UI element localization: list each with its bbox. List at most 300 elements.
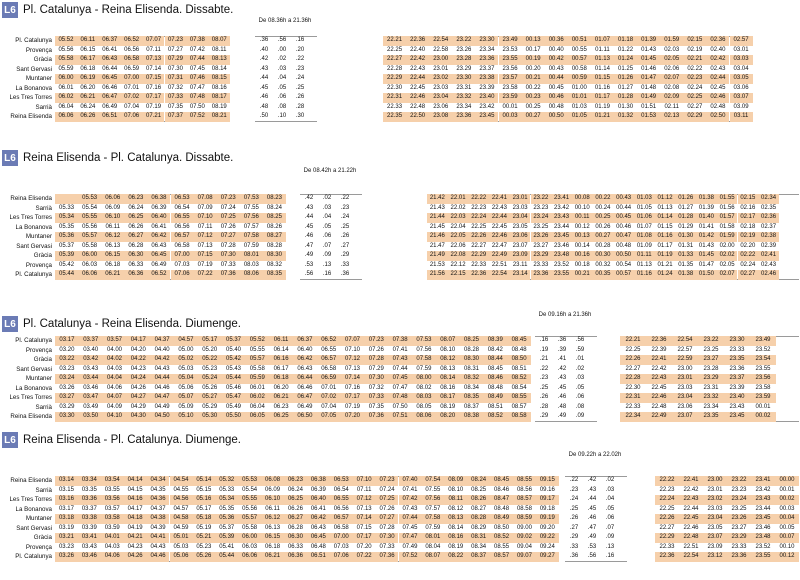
departure-time: 01.39 xyxy=(637,36,660,46)
departure-time: 00.48 xyxy=(548,103,564,110)
minute-offset: .09 xyxy=(605,534,615,540)
departure-time: 23.54 xyxy=(750,355,776,365)
minute-offset: .27 xyxy=(569,524,579,531)
station-name: Pl. Catalunya xyxy=(15,337,52,344)
departure-time: 21.47 xyxy=(429,242,445,249)
departure-time: 06.57 xyxy=(317,355,341,365)
minute-offset: .04 xyxy=(277,75,287,81)
departure-time: 07.29 xyxy=(165,55,187,65)
departure-time: 02.27 xyxy=(687,103,703,110)
departure-time: 06.03 xyxy=(82,261,98,268)
departure-time: 23.42 xyxy=(755,486,771,493)
departure-time: 22.58 xyxy=(433,46,449,53)
departure-time: 07.14 xyxy=(353,514,376,524)
station-name: Muntaner xyxy=(25,75,52,82)
departure-time: 05.59 xyxy=(245,374,269,384)
departure-time: 06.03 xyxy=(242,543,258,550)
departure-time: 04.20 xyxy=(130,346,146,353)
departure-time: 08.16 xyxy=(211,84,227,91)
departure-time: 04.26 xyxy=(124,552,147,562)
departure-time: 03.26 xyxy=(55,552,78,562)
departure-time: 02.07 xyxy=(717,270,738,280)
departure-time: 03.15 xyxy=(58,486,74,493)
departure-time: 08.30 xyxy=(460,355,484,365)
departure-time: 05.44 xyxy=(215,552,238,562)
departure-time: 07.27 xyxy=(167,46,183,53)
departure-time: 07.20 xyxy=(356,543,372,550)
departure-time: 23.52 xyxy=(755,346,771,353)
departure-time: 02.24 xyxy=(740,261,756,268)
departure-time: 02.37 xyxy=(761,223,777,230)
departure-time: 07.23 xyxy=(217,194,240,204)
departure-time: 04.44 xyxy=(150,374,174,384)
departure-time: 00.42 xyxy=(545,55,568,65)
departure-time: 07.01 xyxy=(124,84,140,91)
departure-time: 06.12 xyxy=(101,232,124,242)
departure-time: 05.06 xyxy=(170,552,193,562)
departure-time: 00.17 xyxy=(525,46,541,53)
departure-time: 07.20 xyxy=(341,412,365,422)
departure-time: 02.13 xyxy=(660,112,683,122)
departure-time: 08.14 xyxy=(448,524,464,531)
departure-time: 07.47 xyxy=(392,384,408,391)
departure-time: 06.38 xyxy=(307,476,330,486)
departure-time: 07.42 xyxy=(189,46,205,53)
departure-time: 23.03 xyxy=(707,505,723,512)
departure-time: 23.46 xyxy=(554,242,570,249)
departure-time: 05.37 xyxy=(222,336,246,346)
departure-time: 23.52 xyxy=(755,543,771,550)
departure-time: 23.23 xyxy=(533,204,549,211)
departure-time: 06.42 xyxy=(293,355,317,365)
departure-time: 06.00 xyxy=(78,251,101,261)
departure-time: 07.58 xyxy=(412,355,436,365)
departure-time: 03.44 xyxy=(79,374,103,384)
minute-offset: .06 xyxy=(605,515,615,521)
departure-time: 23.29 xyxy=(698,374,724,384)
departure-time: 23.22 xyxy=(698,336,724,346)
minute-offset: .43 xyxy=(304,204,314,211)
departure-time: 00.59 xyxy=(568,74,591,84)
departure-time: 03.18 xyxy=(55,514,78,524)
departure-time: 22.24 xyxy=(655,495,679,505)
departure-time: 07.02 xyxy=(317,393,341,403)
minute-offset: .26 xyxy=(295,94,305,100)
departure-time: 00.46 xyxy=(616,223,632,230)
departure-time: 01.38 xyxy=(696,194,717,204)
departure-time: 06.51 xyxy=(99,112,121,122)
minute-offset: .44 xyxy=(304,214,314,220)
departure-time: 07.16 xyxy=(344,384,360,391)
departure-time: 23.45 xyxy=(551,232,572,242)
section-title: Pl. Catalunya - Reina Elisenda. Dissabte. xyxy=(23,4,234,16)
departure-time: 09.20 xyxy=(539,524,555,531)
departure-time: 22.54 xyxy=(679,552,703,562)
departure-time: 02.07 xyxy=(660,74,683,84)
departure-time: 23.09 xyxy=(707,543,723,550)
departure-time: 22.59 xyxy=(672,355,698,365)
departure-time: 06.01 xyxy=(58,84,74,91)
departure-time: 06.55 xyxy=(321,346,337,353)
departure-time: 06.11 xyxy=(265,505,280,512)
station-name: Pl. Catalunya xyxy=(15,553,52,560)
departure-time: 06.21 xyxy=(261,552,284,562)
departure-time: 08.21 xyxy=(208,112,230,122)
departure-time: 05.15 xyxy=(196,486,212,493)
minute-offset: .01 xyxy=(575,356,585,362)
departure-time: 08.16 xyxy=(440,384,456,391)
minute-offset: .26 xyxy=(340,233,350,239)
departure-time: 00.01 xyxy=(755,403,771,410)
departure-time: 04.18 xyxy=(124,514,147,524)
minute-offset: .19 xyxy=(539,346,549,353)
departure-time: 08.55 xyxy=(507,393,531,403)
departure-time: 01.07 xyxy=(636,223,652,230)
departure-time: 01.40 xyxy=(696,213,717,223)
departure-time: 03.03 xyxy=(730,55,753,65)
departure-time: 02.34 xyxy=(758,194,779,204)
line-badge: L6 xyxy=(2,432,18,448)
departure-time: 01.11 xyxy=(634,251,655,261)
departure-time: 06.13 xyxy=(105,242,121,249)
departure-time: 09.18 xyxy=(539,505,555,512)
departure-time: 01.00 xyxy=(571,84,587,91)
departure-time: 23.03 xyxy=(677,384,693,391)
departure-time: 03.20 xyxy=(59,346,75,353)
departure-time: 08.28 xyxy=(467,514,490,524)
departure-time: 21.53 xyxy=(429,261,445,268)
departure-time: 04.21 xyxy=(124,533,147,543)
departure-time: 23.36 xyxy=(727,552,751,562)
departure-time: 01.15 xyxy=(591,74,614,84)
departure-time: 05.26 xyxy=(202,384,218,391)
minute-offset: .22 xyxy=(295,56,305,62)
departure-time: 22.29 xyxy=(468,251,489,261)
departure-time: 07.53 xyxy=(240,194,263,204)
minute-offset: .49 xyxy=(304,252,314,258)
departure-time: 02.17 xyxy=(738,213,759,223)
departure-time: 07.43 xyxy=(402,505,418,512)
departure-time: 00.02 xyxy=(775,495,799,505)
departure-time: 08.52 xyxy=(483,412,507,422)
minute-offset: .53 xyxy=(587,543,597,550)
departure-time: 06.57 xyxy=(330,514,353,524)
departure-time: 02.42 xyxy=(706,55,729,65)
departure-time: 05.16 xyxy=(192,495,215,505)
departure-time: 07.13 xyxy=(344,365,360,372)
departure-time: 07.38 xyxy=(388,336,412,346)
departure-time: 00.21 xyxy=(572,270,593,280)
departure-time: 22.42 xyxy=(683,486,699,493)
departure-time: 22.44 xyxy=(683,505,699,512)
departure-time: 07.57 xyxy=(243,223,259,230)
departure-time: 00.43 xyxy=(548,65,564,72)
departure-time: 23.39 xyxy=(479,84,495,91)
minute-offset: .42 xyxy=(259,56,269,62)
departure-time: 08.25 xyxy=(460,336,484,346)
departure-time: 04.50 xyxy=(150,412,174,422)
departure-time: 22.33 xyxy=(471,261,487,268)
departure-time: 01.22 xyxy=(618,46,634,53)
departure-time: 02.11 xyxy=(664,103,680,110)
departure-time: 00.08 xyxy=(572,194,593,204)
departure-time: 22.44 xyxy=(489,213,510,223)
departure-time: 07.03 xyxy=(174,261,190,268)
departure-time: 06.38 xyxy=(147,194,170,204)
departure-time: 08.24 xyxy=(266,204,282,211)
minute-offset: .39 xyxy=(557,346,567,353)
departure-time: 07.33 xyxy=(379,543,395,550)
departure-time: 22.43 xyxy=(491,204,507,211)
departure-time: 06.26 xyxy=(287,505,303,512)
departure-time: 08.58 xyxy=(507,412,531,422)
departure-time: 22.02 xyxy=(450,204,466,211)
departure-time: 08.52 xyxy=(507,374,531,384)
minute-offset: .46 xyxy=(304,233,314,239)
departure-time: 22.22 xyxy=(655,476,679,486)
departure-time: 22.29 xyxy=(655,533,679,543)
departure-time: 08.50 xyxy=(494,524,510,531)
departure-time: 01.09 xyxy=(636,242,652,249)
departure-time: 22.36 xyxy=(406,36,429,46)
departure-time: 07.45 xyxy=(402,524,418,531)
departure-time: 05.55 xyxy=(238,495,261,505)
departure-time: 04.59 xyxy=(173,524,189,531)
minute-offset: .59 xyxy=(575,346,585,353)
departure-time: 02.15 xyxy=(683,36,706,46)
departure-time: 08.16 xyxy=(444,533,467,543)
minute-offset: .49 xyxy=(557,413,567,419)
minute-offset: .27 xyxy=(340,242,350,249)
departure-time: 04.29 xyxy=(130,403,146,410)
departure-time: 02.20 xyxy=(740,242,756,249)
minute-offset: .45 xyxy=(259,84,269,91)
departure-time: 08.51 xyxy=(511,365,527,372)
departure-time: 08.03 xyxy=(412,393,436,403)
departure-time: 07.41 xyxy=(402,486,418,493)
departure-time: 06.45 xyxy=(99,74,121,84)
departure-time: 05.30 xyxy=(198,412,222,422)
minute-offset: .13 xyxy=(605,543,615,550)
departure-time: 01.08 xyxy=(634,232,655,242)
departure-time: 23.29 xyxy=(531,251,552,261)
departure-time: 04.30 xyxy=(126,412,150,422)
departure-time: 22.48 xyxy=(410,103,426,110)
departure-time: 08.01 xyxy=(421,533,444,543)
departure-time: 07.23 xyxy=(364,336,388,346)
departure-time: 06.00 xyxy=(55,74,77,84)
departure-time: 23.28 xyxy=(703,365,719,372)
section-header xyxy=(0,314,800,334)
departure-time: 22.45 xyxy=(679,514,703,524)
departure-time: 23.22 xyxy=(531,194,552,204)
departure-time: 04.57 xyxy=(173,505,189,512)
departure-time: 06.25 xyxy=(269,412,293,422)
frequency-note: De 08.42h a 21.22h xyxy=(303,168,357,174)
departure-time: 23.35 xyxy=(724,355,750,365)
departure-time: 04.39 xyxy=(150,524,166,531)
departure-time: 05.04 xyxy=(174,374,198,384)
departure-time: 06.27 xyxy=(124,232,147,242)
departure-time: 08.00 xyxy=(412,374,436,384)
minute-offset: .28 xyxy=(539,403,549,410)
departure-time: 01.32 xyxy=(614,112,637,122)
departure-time: 01.45 xyxy=(696,251,717,261)
departure-time: 08.02 xyxy=(416,384,432,391)
departure-time: 23.40 xyxy=(475,93,498,103)
departure-time: 06.57 xyxy=(171,232,194,242)
departure-time: 06.53 xyxy=(330,476,353,486)
departure-time: 03.06 xyxy=(733,84,749,91)
departure-time: 23.41 xyxy=(551,194,572,204)
departure-time: 08.10 xyxy=(440,346,456,353)
departure-time: 22.23 xyxy=(659,486,675,493)
departure-time: 03.46 xyxy=(83,384,99,391)
departure-time: 07.35 xyxy=(368,403,384,410)
departure-time: 06.19 xyxy=(77,74,99,84)
departure-time: 06.56 xyxy=(124,46,140,53)
departure-time: 09.00 xyxy=(516,524,532,531)
station-name: Sant Gervasi xyxy=(16,524,52,532)
departure-time: 06.59 xyxy=(124,65,140,72)
departure-time: 07.01 xyxy=(321,384,337,391)
departure-time: 03.23 xyxy=(58,543,74,550)
departure-time: 22.28 xyxy=(620,374,646,384)
departure-time: 07.19 xyxy=(197,261,213,268)
minute-offset: .26 xyxy=(539,394,549,400)
departure-time: 06.15 xyxy=(80,46,96,53)
departure-time: 04.19 xyxy=(127,524,143,531)
minute-offset: .30 xyxy=(295,113,305,119)
departure-time: 03.17 xyxy=(58,505,74,512)
departure-time: 05.53 xyxy=(78,194,101,204)
departure-time: 01.35 xyxy=(678,261,694,268)
departure-time: 06.20 xyxy=(80,84,96,91)
departure-time: 05.39 xyxy=(55,251,78,261)
minute-offset: .16 xyxy=(295,37,305,43)
departure-time: 03.57 xyxy=(104,505,120,512)
departure-time: 23.59 xyxy=(499,93,522,103)
departure-time: 23.07 xyxy=(512,242,528,249)
minute-offset: .02 xyxy=(322,195,332,201)
departure-time: 02.48 xyxy=(710,103,726,110)
departure-time: 00.27 xyxy=(522,112,545,122)
departure-time: 23.40 xyxy=(724,393,750,403)
departure-time: 03.17 xyxy=(55,336,79,346)
departure-time: 04.23 xyxy=(127,543,143,550)
departure-time: 06.18 xyxy=(265,543,281,550)
departure-time: 07.30 xyxy=(364,374,388,384)
departure-time: 06.30 xyxy=(124,251,147,261)
departure-time: 06.44 xyxy=(102,65,118,72)
departure-time: 07.00 xyxy=(121,74,143,84)
departure-time: 00.47 xyxy=(613,232,634,242)
minute-offset: .56 xyxy=(304,271,314,277)
departure-time: 06.39 xyxy=(310,486,326,493)
departure-time: 04.03 xyxy=(106,365,122,372)
departure-time: 05.40 xyxy=(225,346,241,353)
departure-time: 04.46 xyxy=(154,384,170,391)
departure-time: 07.30 xyxy=(167,65,183,72)
departure-time: 05.32 xyxy=(215,476,238,486)
departure-time: 00.50 xyxy=(613,251,634,261)
station-name: Pl. Catalunya xyxy=(15,37,52,44)
departure-time: 05.36 xyxy=(215,514,238,524)
departure-time: 03.36 xyxy=(78,495,101,505)
departure-time: 05.17 xyxy=(198,336,222,346)
section-header xyxy=(0,148,800,168)
departure-time: 00.03 xyxy=(499,112,522,122)
departure-time: 03.21 xyxy=(55,533,78,543)
departure-time: 08.44 xyxy=(483,355,507,365)
minute-offset: .02 xyxy=(575,365,585,372)
departure-time: 22.26 xyxy=(655,514,679,524)
departure-time: 21.42 xyxy=(427,194,448,204)
departure-time: 08.17 xyxy=(436,393,460,403)
departure-time: 02.46 xyxy=(706,93,729,103)
departure-time: 08.01 xyxy=(240,251,263,261)
departure-time: 06.45 xyxy=(147,251,170,261)
departure-time: 07.24 xyxy=(220,204,236,211)
departure-time: 03.56 xyxy=(101,495,124,505)
departure-time: 03.22 xyxy=(55,355,79,365)
departure-time: 23.58 xyxy=(502,84,518,91)
departure-time: 04.17 xyxy=(126,336,150,346)
departure-time: 08.31 xyxy=(467,533,490,543)
departure-time: 08.13 xyxy=(208,55,230,65)
departure-time: 23.43 xyxy=(551,213,572,223)
departure-time: 01.28 xyxy=(675,213,696,223)
departure-time: 01.47 xyxy=(637,74,660,84)
departure-time: 00.51 xyxy=(568,36,591,46)
minute-offset: .06 xyxy=(277,94,287,100)
departure-time: 01.26 xyxy=(614,74,637,84)
departure-time: 22.26 xyxy=(620,355,646,365)
departure-time: 05.56 xyxy=(82,223,98,230)
departure-time: 07.36 xyxy=(376,552,399,562)
departure-time: 01.48 xyxy=(641,84,657,91)
minute-offset: .16 xyxy=(322,271,332,277)
departure-time: 06.16 xyxy=(269,355,293,365)
departure-time: 06.33 xyxy=(128,261,144,268)
departure-time: 06.43 xyxy=(151,242,167,249)
departure-time: 08.06 xyxy=(240,270,263,280)
departure-time: 08.32 xyxy=(266,261,282,268)
departure-time: 05.35 xyxy=(219,505,235,512)
departure-time: 06.41 xyxy=(310,505,326,512)
departure-time: 23.01 xyxy=(707,486,723,493)
departure-time: 23.55 xyxy=(499,55,522,65)
departure-time: 21.49 xyxy=(427,251,448,261)
minute-offset: .33 xyxy=(340,261,350,268)
station-name: La Bonanova xyxy=(15,84,52,92)
departure-time: 03.54 xyxy=(101,476,124,486)
departure-time: 04.23 xyxy=(130,365,146,372)
departure-time: 07.27 xyxy=(376,514,399,524)
departure-time: 08.04 xyxy=(425,543,441,550)
station-name: La Bonanova xyxy=(15,223,52,231)
departure-time: 08.54 xyxy=(511,384,527,391)
departure-time: 23.02 xyxy=(703,495,727,505)
departure-time: 06.58 xyxy=(333,524,349,531)
departure-time: 07.31 xyxy=(165,74,187,84)
departure-time: 04.41 xyxy=(147,533,170,543)
station-name: Pl. Catalunya xyxy=(15,271,52,278)
departure-time: 07.15 xyxy=(194,251,217,261)
station-name: Sarrià xyxy=(35,103,52,111)
departure-time: 01.46 xyxy=(641,65,657,72)
minute-offset: .10 xyxy=(277,113,287,119)
